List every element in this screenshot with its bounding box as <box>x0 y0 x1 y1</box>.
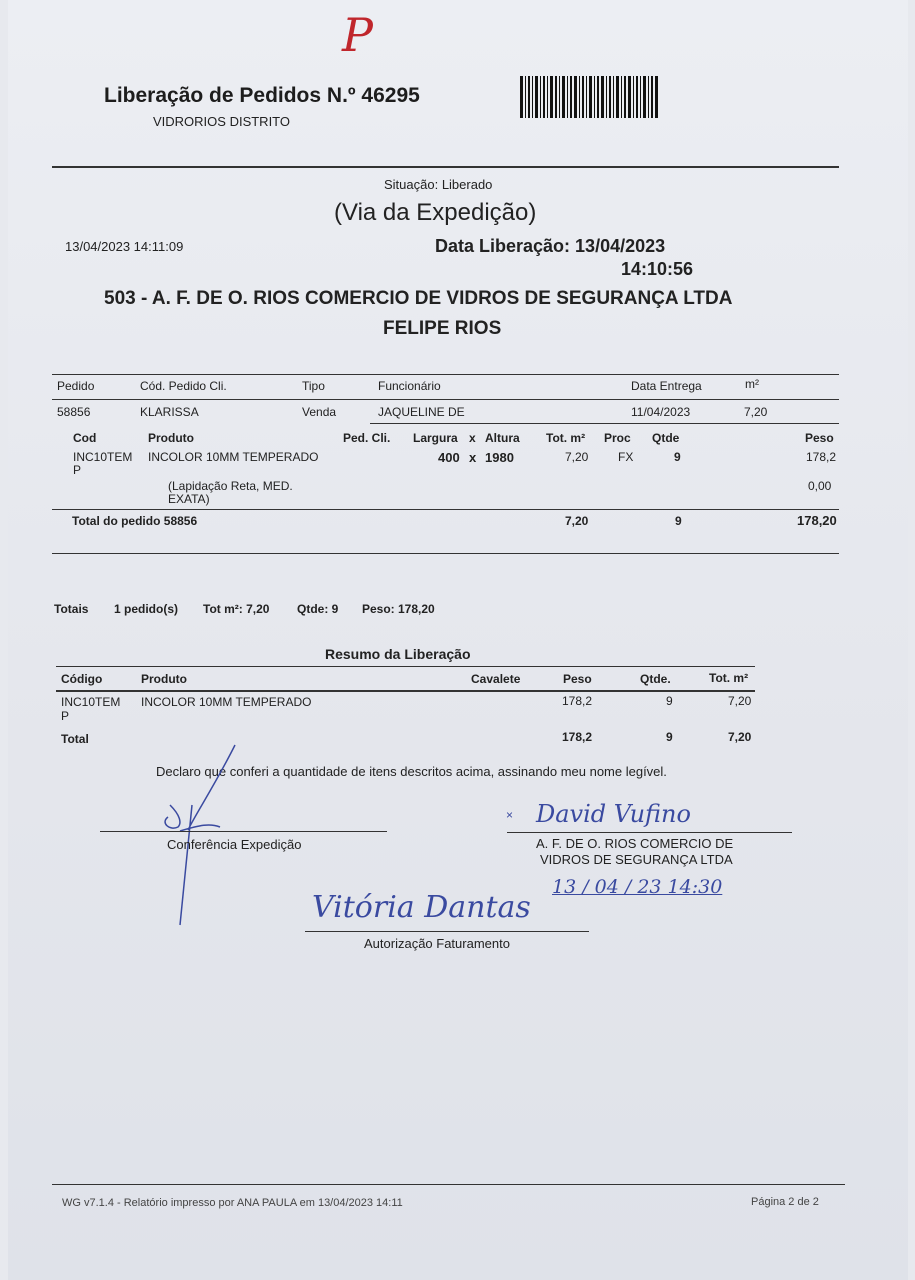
declaration-text: Declaro que conferi a quantidade de itens descritos acima, assinando meu nome legível. <box>156 764 667 779</box>
order-values-line <box>370 423 839 424</box>
item-col-cod: Cod <box>73 431 97 445</box>
totals-m2: Tot m²: 7,20 <box>203 602 270 616</box>
item-peso: 178,2 <box>806 450 837 464</box>
order-header-line <box>52 399 839 400</box>
lapidacao-line1: (Lapidação Reta, MED. <box>168 479 293 493</box>
summary-col-peso: Peso <box>563 672 592 686</box>
summary-peso: 178,2 <box>562 694 593 708</box>
totals-qtde: Qtde: 9 <box>297 602 339 616</box>
conferencia-line <box>100 831 387 832</box>
col-m2: m² <box>745 377 759 391</box>
barcode-image <box>520 76 660 118</box>
document-page <box>8 0 908 1280</box>
footer-page: Página 2 de 2 <box>751 1196 819 1208</box>
document-title: Liberação de Pedidos N.º 46295 <box>104 84 420 107</box>
summary-title: Resumo da Liberação <box>325 646 471 662</box>
item-produto: INCOLOR 10MM TEMPERADO <box>148 450 319 464</box>
header-divider <box>52 166 839 168</box>
situation-text: Situação: Liberado <box>384 177 493 192</box>
order-pedido: 58856 <box>57 405 91 419</box>
item-col-peso: Peso <box>805 431 834 445</box>
item-col-qtde: Qtde <box>652 431 680 445</box>
handwritten-mark: P <box>342 8 373 62</box>
col-funcionario: Funcionário <box>378 379 441 393</box>
summary-col-codigo: Código <box>61 672 103 686</box>
order-bottom-line <box>52 553 839 554</box>
summary-col-qtde: Qtde. <box>640 672 671 686</box>
item-qtde: 9 <box>674 450 681 464</box>
col-cod-cli: Cód. Pedido Cli. <box>140 379 227 393</box>
order-tipo: Venda <box>302 405 337 419</box>
summary-tot-m2: 7,20 <box>728 694 752 708</box>
item-col-altura: Altura <box>485 431 520 445</box>
item-proc: FX <box>618 450 634 464</box>
summary-total-peso: 178,2 <box>562 730 593 744</box>
order-total-line <box>52 509 839 510</box>
item-cod-line1: INC10TEM <box>73 450 133 464</box>
release-date: Data Liberação: 13/04/2023 <box>435 236 666 256</box>
footer-line <box>52 1184 845 1185</box>
item-largura: 400 <box>438 450 460 465</box>
summary-top-line <box>56 666 755 667</box>
footer-printed-by: WG v7.1.4 - Relatório impresso por ANA PAULA em 13/04/2023 14:11 <box>62 1197 403 1209</box>
totals-peso: Peso: 178,20 <box>362 602 435 616</box>
order-m2: 7,20 <box>744 405 768 419</box>
lapidacao-peso: 0,00 <box>808 479 832 493</box>
autorizacao-signature: Vitória Dantas <box>312 890 531 925</box>
company-name: VIDRORIOS DISTRITO <box>153 114 290 129</box>
col-pedido: Pedido <box>57 379 95 393</box>
release-time: 14:10:56 <box>621 259 694 279</box>
summary-produto: INCOLOR 10MM TEMPERADO <box>141 695 312 709</box>
summary-qtde: 9 <box>666 694 673 708</box>
lapidacao-line2: EXATA) <box>168 492 210 506</box>
item-col-tot-m2: Tot. m² <box>546 431 586 445</box>
print-datetime: 13/04/2023 14:11:09 <box>65 239 184 254</box>
order-total-m2: 7,20 <box>565 514 589 528</box>
item-col-ped-cli: Ped. Cli. <box>343 431 391 445</box>
client-sign-line1: A. F. DE O. RIOS COMERCIO DE <box>536 836 734 851</box>
item-cod-line2: P <box>73 463 82 477</box>
col-data-entrega: Data Entrega <box>631 379 702 393</box>
item-altura: 1980 <box>485 450 514 465</box>
client-name: 503 - A. F. DE O. RIOS COMERCIO DE VIDROS DE SEGURANÇA LTDA <box>104 288 733 309</box>
autorizacao-label: Autorização Faturamento <box>364 936 510 951</box>
item-col-proc: Proc <box>604 431 631 445</box>
item-col-largura: Largura <box>413 431 458 445</box>
order-total-peso: 178,20 <box>797 513 837 528</box>
signature-x-mark: × <box>506 808 514 822</box>
item-col-x: x <box>469 431 476 445</box>
conferencia-label: Conferência Expedição <box>167 837 302 852</box>
summary-col-produto: Produto <box>141 672 187 686</box>
order-funcionario: JAQUELINE DE <box>378 405 465 419</box>
handwritten-date: 13 / 04 / 23 14:30 <box>552 876 723 898</box>
order-cod-cli: KLARISSA <box>140 405 199 419</box>
summary-total-label: Total <box>61 732 89 746</box>
via-title: (Via da Expedição) <box>334 199 537 226</box>
client-contact: FELIPE RIOS <box>383 318 502 339</box>
client-signature-line <box>507 832 792 833</box>
summary-total-tot-m2: 7,20 <box>728 730 752 744</box>
order-total-label: Total do pedido 58856 <box>72 514 198 528</box>
order-total-qtde: 9 <box>675 514 682 528</box>
autorizacao-line <box>305 931 589 932</box>
order-data-entrega: 11/04/2023 <box>631 405 691 419</box>
item-x: x <box>469 450 477 465</box>
summary-codigo-line1: INC10TEM <box>61 695 121 709</box>
summary-col-cavalete: Cavalete <box>471 672 521 686</box>
totals-pedidos: 1 pedido(s) <box>114 602 179 616</box>
item-tot-m2: 7,20 <box>565 450 589 464</box>
summary-col-tot-m2: Tot. m² <box>709 671 749 685</box>
summary-codigo-line2: P <box>61 709 70 723</box>
client-signature: David Vufino <box>536 800 691 828</box>
summary-header-line <box>56 690 755 692</box>
col-tipo: Tipo <box>302 379 325 393</box>
summary-total-qtde: 9 <box>666 730 673 744</box>
item-col-produto: Produto <box>148 431 194 445</box>
totals-label: Totais <box>54 602 89 616</box>
order-top-line <box>52 374 839 375</box>
client-sign-line2: VIDROS DE SEGURANÇA LTDA <box>540 852 733 867</box>
